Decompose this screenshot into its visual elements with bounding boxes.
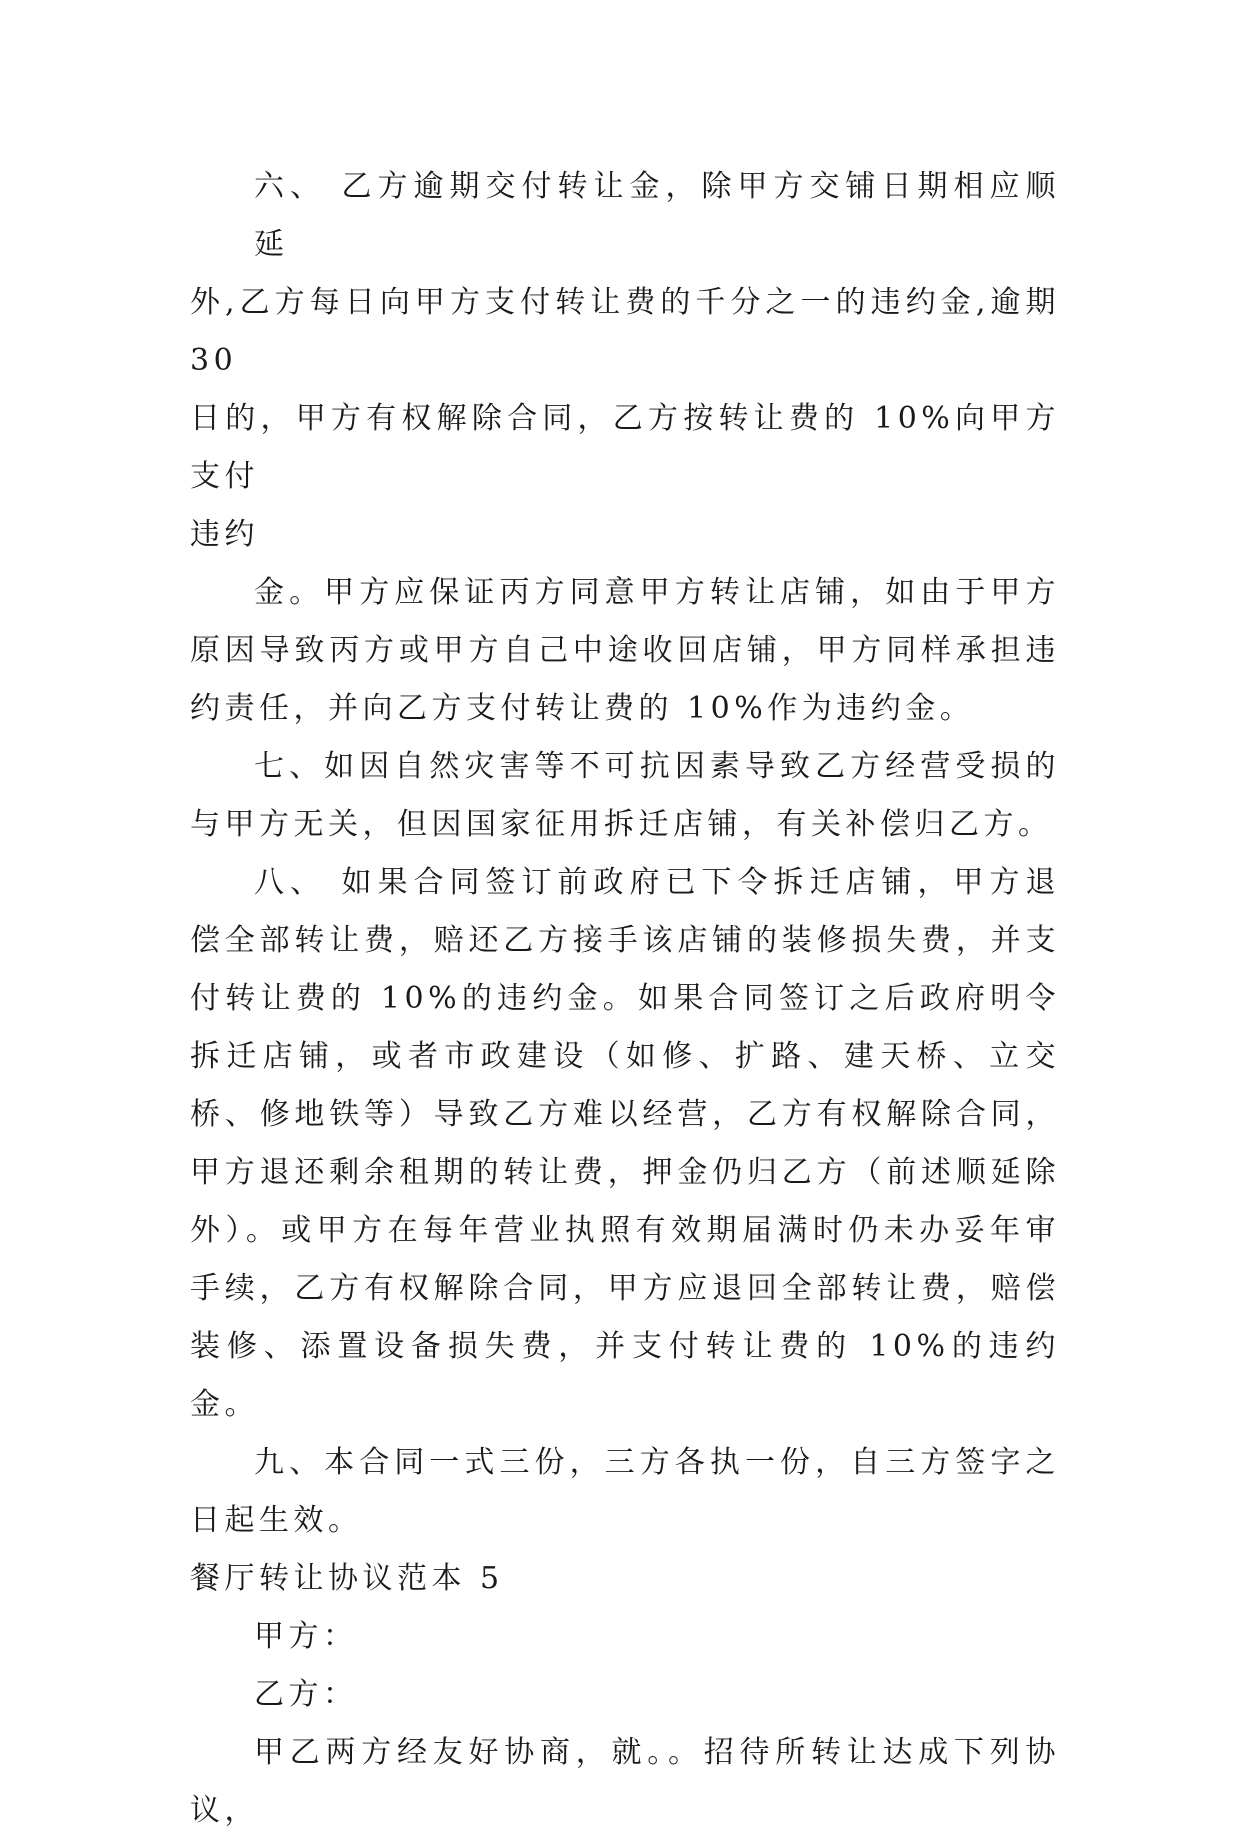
party-a-label: 甲方：	[254, 1619, 358, 1654]
clause-6	[190, 158, 1060, 564]
party-b-label: 乙方：	[254, 1677, 358, 1712]
clause-8: 八、 如果合同签订前政府已下令拆迁店铺，甲方退偿全部转让费，赔还乙方接手该店铺的装修损失费，并支付转让费的 10%的违约金。如果合同签订之后政府明令拆迁店铺，或者市政建设（如修、扩路、建天桥、立交桥、修地铁等）导致乙方难以经营，乙方有权解除合同，甲方退还剩余租期的转让费，押金仍归乙方（前述顺延除外）。或甲方在每年营业执照有效期届满时仍未办妥年审手续，乙方有权解除合同，甲方应退回全部转让费，赔偿装修、添置设备损失费，并支付转让费的 10%的违约金。	[190, 865, 1060, 1422]
clause-6-line-1: 六、 乙方逾期交付转让金，除甲方交铺日期相应顺延	[254, 169, 1060, 262]
clause-6-line-3: 日的，甲方有权解除合同，乙方按转让费的 10%向甲方支付	[190, 401, 1060, 494]
document-page	[190, 158, 1060, 1840]
clause-6-line-4: 违约	[190, 517, 259, 552]
clause-6-continued: 金。甲方应保证丙方同意甲方转让店铺，如由于甲方原因导致丙方或甲方自己中途收回店铺，甲方同样承担违约责任，并向乙方支付转让费的 10%作为违约金。	[190, 575, 1060, 726]
clause-7: 七、如因自然灾害等不可抗因素导致乙方经营受损的与甲方无关，但因国家征用拆迁店铺，有关补偿归乙方。	[190, 749, 1060, 842]
section-title: 餐厅转让协议范本 5	[190, 1561, 504, 1596]
clause-9: 九、本合同一式三份，三方各执一份，自三方签字之日起生效。	[190, 1445, 1060, 1538]
clause-6-line-2: 外,乙方每日向甲方支付转让费的千分之一的违约金,逾期 30	[190, 285, 1060, 378]
agreement-intro: 甲乙两方经友好协商，就。。招待所转让达成下列协议，	[190, 1735, 1060, 1828]
